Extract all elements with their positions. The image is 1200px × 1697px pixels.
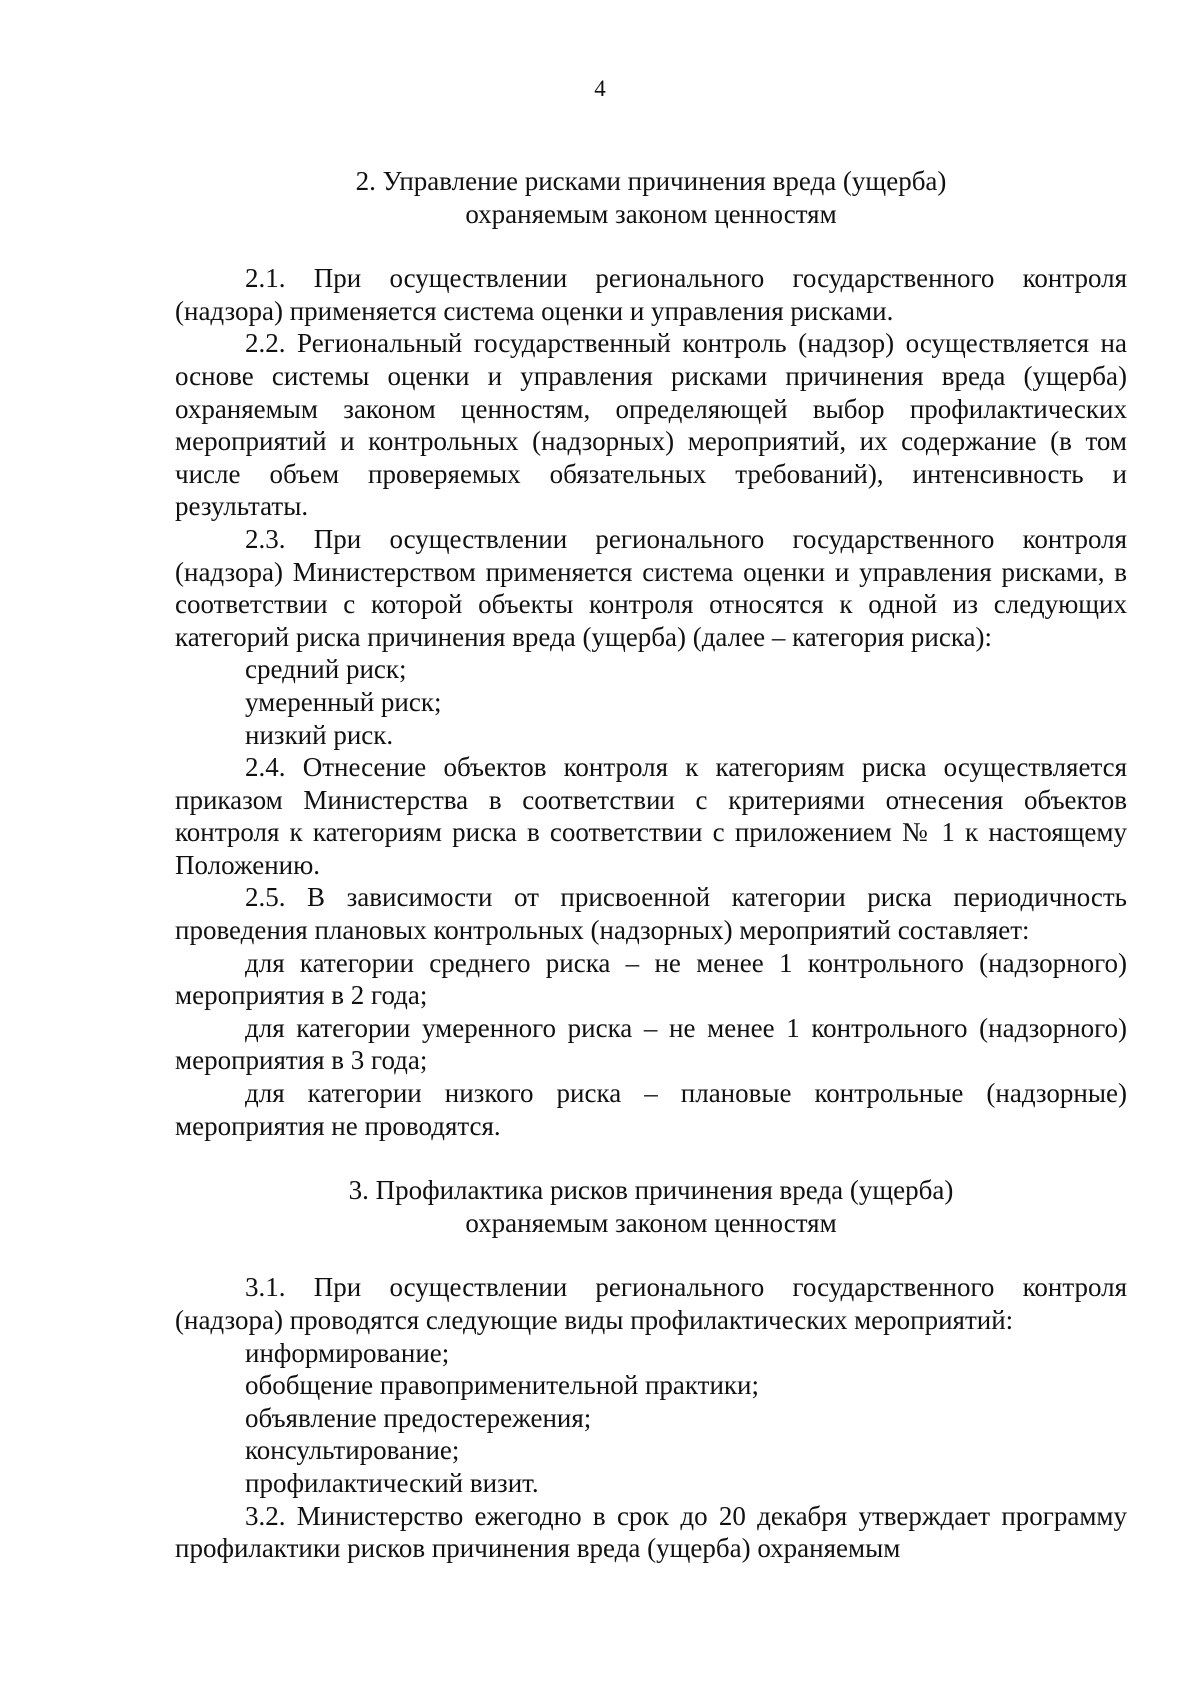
spacer bbox=[175, 230, 1127, 262]
section-2-heading-line-2: охраняемым законом ценностям bbox=[465, 198, 837, 229]
paragraph-2-2: 2.2. Региональный государственный контроль (надзор) осуществляется на основе системы оценки и управления рисками причинения вреда (ущерба) охраняемым законом ценностям, определяющей выбор профилактических мероприятий и контрольных (надзорных) мероприятий, их содержание (в том числе объем проверяемых обязательных требований), интенсивность и результаты. bbox=[175, 328, 1127, 522]
list-item-moderate-risk: умеренный риск; bbox=[245, 686, 442, 717]
paragraph-2-3: 2.3. При осуществлении регионального государственного контроля (надзора) Министерством применяется система оценки и управления рисками, в соответствии с которой объекты контроля относятся к одной из следующих категорий риска причинения вреда (ущерба) (далее – категория риска): bbox=[175, 523, 1127, 652]
paragraph-2-1: 2.1. При осуществлении регионального государственного контроля (надзора) применяется система оценки и управления рисками. bbox=[175, 263, 1127, 326]
paragraph-3-2: 3.2. Министерство ежегодно в срок до 20 декабря утверждает программу профилактики рисков причинения вреда (ущерба) охраняемым bbox=[175, 1500, 1127, 1564]
section-2-heading bbox=[175, 165, 1127, 230]
list-item-low-risk: низкий риск. bbox=[245, 719, 394, 750]
spacer bbox=[175, 1239, 1127, 1271]
spacer bbox=[175, 1142, 1127, 1174]
document-body bbox=[175, 165, 1127, 1565]
list-item-informing: информирование; bbox=[245, 1337, 450, 1368]
page-number: 4 bbox=[594, 76, 606, 101]
list-item-preventive-visit: профилактический визит. bbox=[245, 1467, 539, 1498]
section-2-heading-line-1: 2. Управление рисками причинения вреда (ущерба) bbox=[355, 166, 947, 196]
section-3-heading bbox=[175, 1174, 1127, 1239]
paragraph-2-4: 2.4. Отнесение объектов контроля к категориям риска осуществляется приказом Министерства в соответствии с критериями отнесения объектов контроля к категориям риска в соответствии с приложением № 1 к настоящему Положению. bbox=[175, 752, 1127, 880]
section-3-heading-line-2: охраняемым законом ценностям bbox=[465, 1207, 837, 1238]
paragraph-medium-risk-frequency: для категории среднего риска – не менее 1 контрольного (надзорного) мероприятия в 2 года; bbox=[175, 947, 1127, 1011]
list-item-medium-risk: средний риск; bbox=[245, 654, 407, 685]
list-item-warning: объявление предостережения; bbox=[245, 1402, 592, 1433]
section-3-heading-line-1: 3. Профилактика рисков причинения вреда (ущерба) bbox=[348, 1175, 954, 1206]
paragraph-low-risk-frequency: для категории низкого риска – плановые контрольные (надзорные) мероприятия не проводятся. bbox=[175, 1078, 1127, 1141]
paragraph-2-5: 2.5. В зависимости от присвоенной категории риска периодичность проведения плановых контрольных (надзорных) мероприятий составляет: bbox=[175, 882, 1127, 946]
paragraph-3-1: 3.1. При осуществлении регионального государственного контроля (надзора) проводятся следующие виды профилактических мероприятий: bbox=[175, 1272, 1127, 1335]
list-item-practice-generalization: обобщение правоприменительной практики; bbox=[245, 1370, 759, 1401]
paragraph-moderate-risk-frequency: для категории умеренного риска – не менее 1 контрольного (надзорного) мероприятия в 3 года; bbox=[175, 1012, 1127, 1076]
list-item-consulting: консультирование; bbox=[245, 1435, 460, 1466]
